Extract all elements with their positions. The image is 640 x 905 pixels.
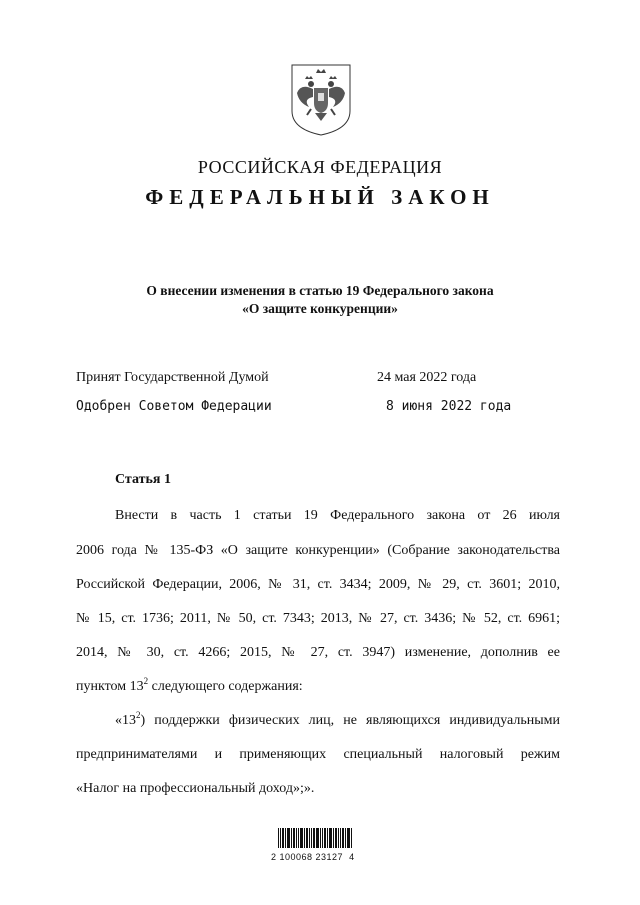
article-text-line: [76, 676, 560, 695]
barcode-icon: [278, 828, 352, 848]
law-title-line-2: «О защите конкуренции»: [242, 301, 398, 316]
article-text-line: «Налог на профессиональный доход»;».: [76, 781, 315, 796]
adopted-by-duma-date: 24 мая 2022 года: [377, 370, 477, 385]
article-text-line: 2014, № 30, ст. 4266; 2015, № 27, ст. 3947) изменение, дополнив ее: [76, 645, 560, 660]
barcode-number: 2 100068 23127 4: [271, 852, 355, 862]
country-name: РОССИЙСКАЯ ФЕДЕРАЦИЯ: [197, 157, 443, 177]
law-title-line-1: О внесении изменения в статью 19 Федерального закона: [146, 283, 494, 298]
superscript: 2: [143, 676, 149, 686]
approved-by-council-date: 8 июня 2022 года: [386, 399, 512, 414]
approved-by-council-label: Одобрен Советом Федерации: [76, 399, 272, 414]
text-segment: пунктом 13: [76, 679, 144, 694]
text-segment: «13: [115, 713, 136, 728]
article-text-line: Российской Федерации, 2006, № 31, ст. 3434; 2009, № 29, ст. 3601; 2010,: [76, 577, 560, 592]
coat-of-arms-icon: [289, 63, 353, 137]
superscript: 2: [136, 710, 141, 720]
text-segment: следующего содержания:: [148, 679, 303, 694]
adopted-by-duma-label: Принят Государственной Думой: [76, 370, 269, 385]
article-text-line: 2006 года № 135-ФЗ «О защите конкуренции» (Собрание законодательства: [76, 543, 560, 558]
article-text-line: № 15, ст. 1736; 2011, № 50, ст. 7343; 2013, № 27, ст. 3436; № 52, ст. 6961;: [76, 611, 560, 626]
article-text-line: [115, 710, 560, 729]
text-segment: ) поддержки физических лиц, не являющихся индивидуальными: [140, 713, 560, 728]
law-type: ФЕДЕРАЛЬНЫЙ ЗАКОН: [145, 185, 495, 209]
article-text-line: Внести в часть 1 статьи 19 Федерального закона от 26 июля: [115, 508, 560, 523]
article-heading: Статья 1: [115, 472, 171, 487]
article-text-line: предпринимателями и применяющих специальный налоговый режим: [76, 747, 560, 762]
